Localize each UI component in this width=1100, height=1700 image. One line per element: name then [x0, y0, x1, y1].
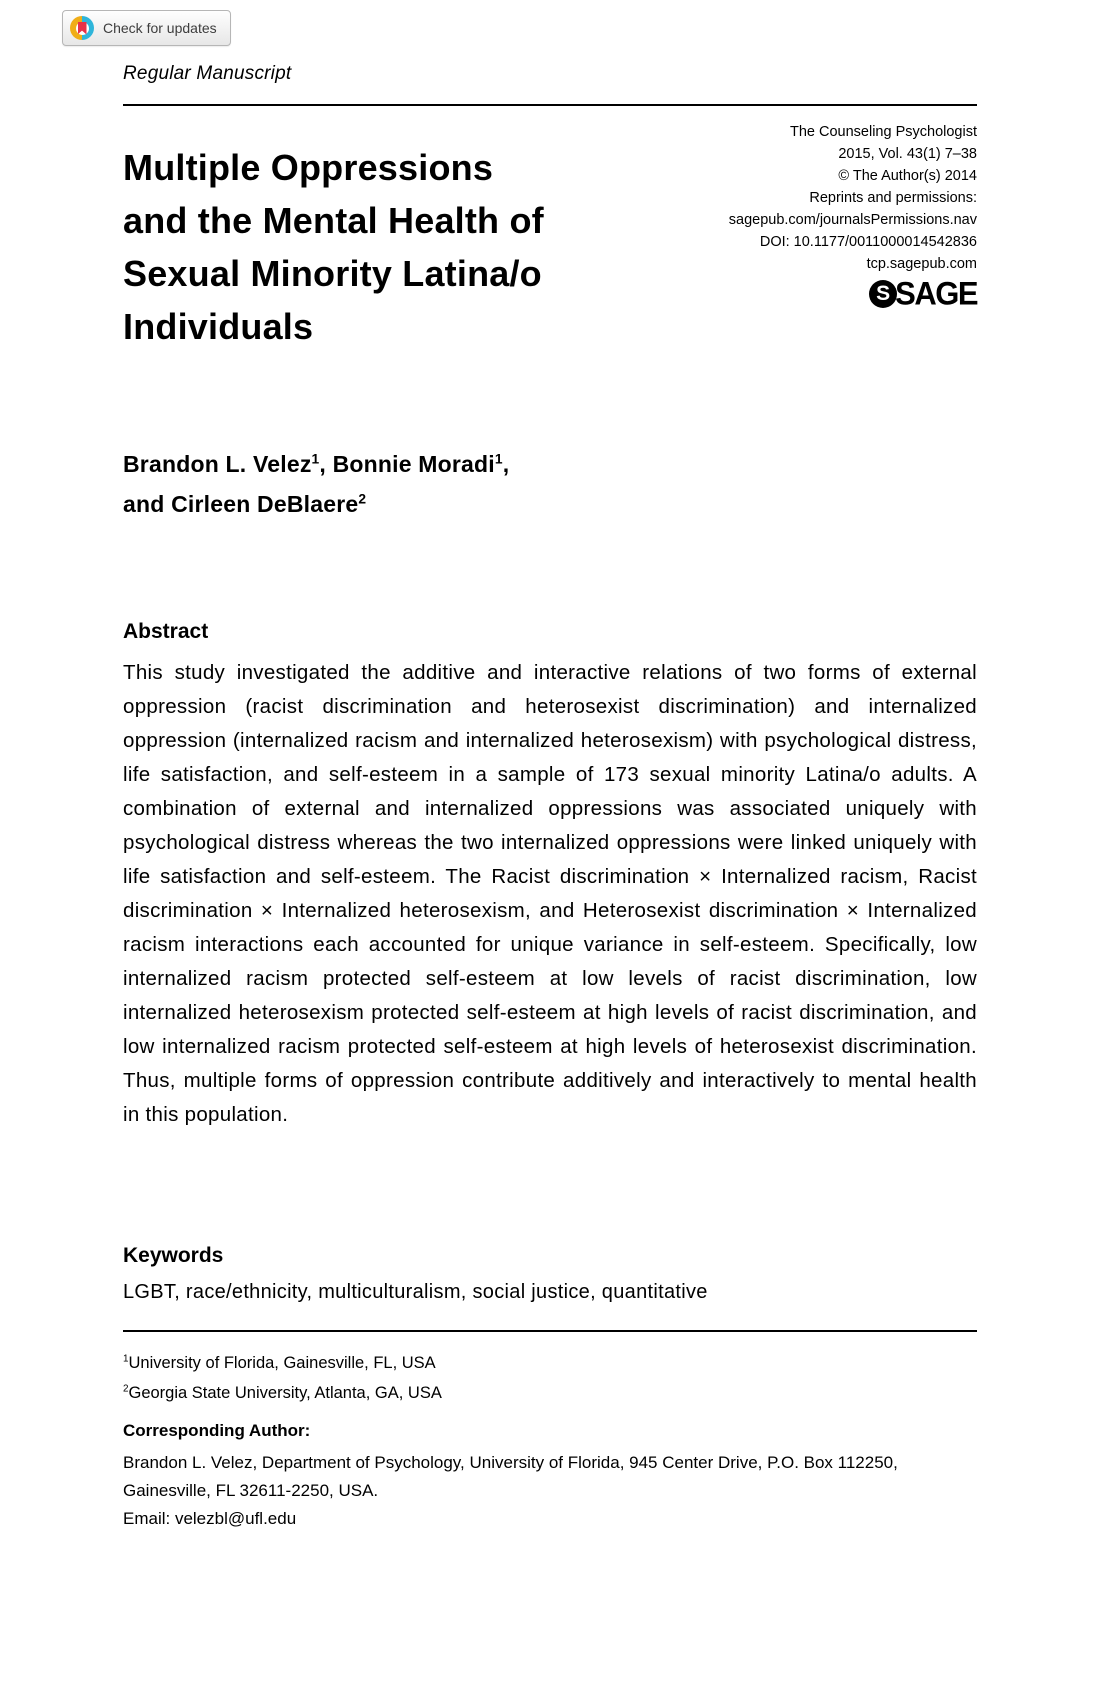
keywords-list: LGBT, race/ethnicity, multiculturalism, social justice, quantitative: [123, 1281, 708, 1303]
reprints-line: Reprints and permissions:: [809, 190, 977, 206]
affiliation-2: [123, 1378, 442, 1408]
corresponding-author-heading: Corresponding Author:: [123, 1421, 311, 1440]
title-line: Individuals: [123, 306, 314, 347]
permissions-url: sagepub.com/journalsPermissions.nav: [728, 212, 977, 228]
affiliation-sup: 2: [123, 1383, 129, 1395]
affiliation-sup: 1: [123, 1353, 129, 1365]
authors-line-1: [123, 444, 509, 484]
manuscript-type-label: Regular Manuscript: [123, 63, 292, 84]
corresponding-email: Email: velezbl@ufl.edu: [123, 1509, 297, 1528]
author-affiliation-sup: 1: [311, 451, 320, 467]
sage-wordmark: SAGE: [895, 275, 977, 312]
author-affiliation-sup: 2: [358, 491, 367, 507]
crossmark-icon: [70, 16, 94, 40]
volume-issue-pages: 2015, Vol. 43(1) 7–38: [838, 146, 977, 162]
footnote-rule: [123, 1330, 977, 1332]
sage-logo: [557, 275, 977, 312]
authors-line-2: [123, 484, 509, 524]
affiliation-text: Georgia State University, Atlanta, GA, USA: [128, 1384, 442, 1402]
bookmark-icon: [78, 22, 87, 35]
sage-s-icon: S: [869, 280, 897, 308]
abstract-text: This study investigated the additive and interactive relations of two forms of external oppression (racist discrimination and heterosexist discrimination) and internalized oppression (internalized racism and internalized heterosexism) with psychological distress, life satisfaction, and self-esteem in a sample of 173 sexual minority Latina/o adults. A combination of external and internalized oppressions was associated uniquely with psychological distress whereas the two internalized oppressions were linked uniquely with life satisfaction and self-esteem. The Racist discrimination × Internalized racism, Racist discrimination × Internalized heterosexism, and Heterosexist discrimination × Internalized racism interactions each accounted for unique variance in self-esteem. Specifically, low internalized racism protected self-esteem at low levels of racist discrimination, low internalized heterosexism protected self-esteem at high levels of racist discrimination, and low internalized racism protected self-esteem at high levels of heterosexist discrimination. Thus, multiple forms of oppression contribute additively and interactively to mental health in this population.: [123, 661, 977, 1126]
authors-comma: ,: [502, 451, 510, 477]
badge-label: Check for updates: [103, 20, 217, 36]
check-for-updates-badge[interactable]: [62, 10, 231, 46]
affiliations-block: [123, 1348, 442, 1408]
abstract-heading: Abstract: [123, 620, 209, 643]
affiliation-1: [123, 1348, 442, 1378]
author-affiliation-sup: 1: [494, 451, 503, 467]
journal-name: The Counseling Psychologist: [790, 124, 977, 140]
title-line: Multiple Oppressions: [123, 147, 494, 188]
author-name: Brandon L. Velez: [123, 451, 312, 477]
doi-line: DOI: 10.1177/0011000014542836: [759, 234, 977, 250]
corresponding-address: Brandon L. Velez, Department of Psychology, University of Florida, 945 Center Drive, P.O. Box 112250, Gainesville, FL 32611-2250, USA.: [123, 1453, 898, 1500]
author-name: , Bonnie Moradi: [319, 451, 495, 477]
journal-info-block: [557, 121, 977, 312]
corresponding-author-block: [123, 1449, 977, 1533]
title-line: and the Mental Health of: [123, 200, 544, 241]
header-rule: [123, 104, 977, 106]
keywords-heading: Keywords: [123, 1244, 224, 1267]
affiliation-text: University of Florida, Gainesville, FL, USA: [128, 1354, 436, 1372]
author-name: and Cirleen DeBlaere: [123, 491, 359, 517]
copyright-line: © The Author(s) 2014: [838, 168, 977, 184]
authors-block: [123, 444, 509, 524]
journal-url: tcp.sagepub.com: [866, 256, 977, 272]
title-line: Sexual Minority Latina/o: [123, 253, 542, 294]
